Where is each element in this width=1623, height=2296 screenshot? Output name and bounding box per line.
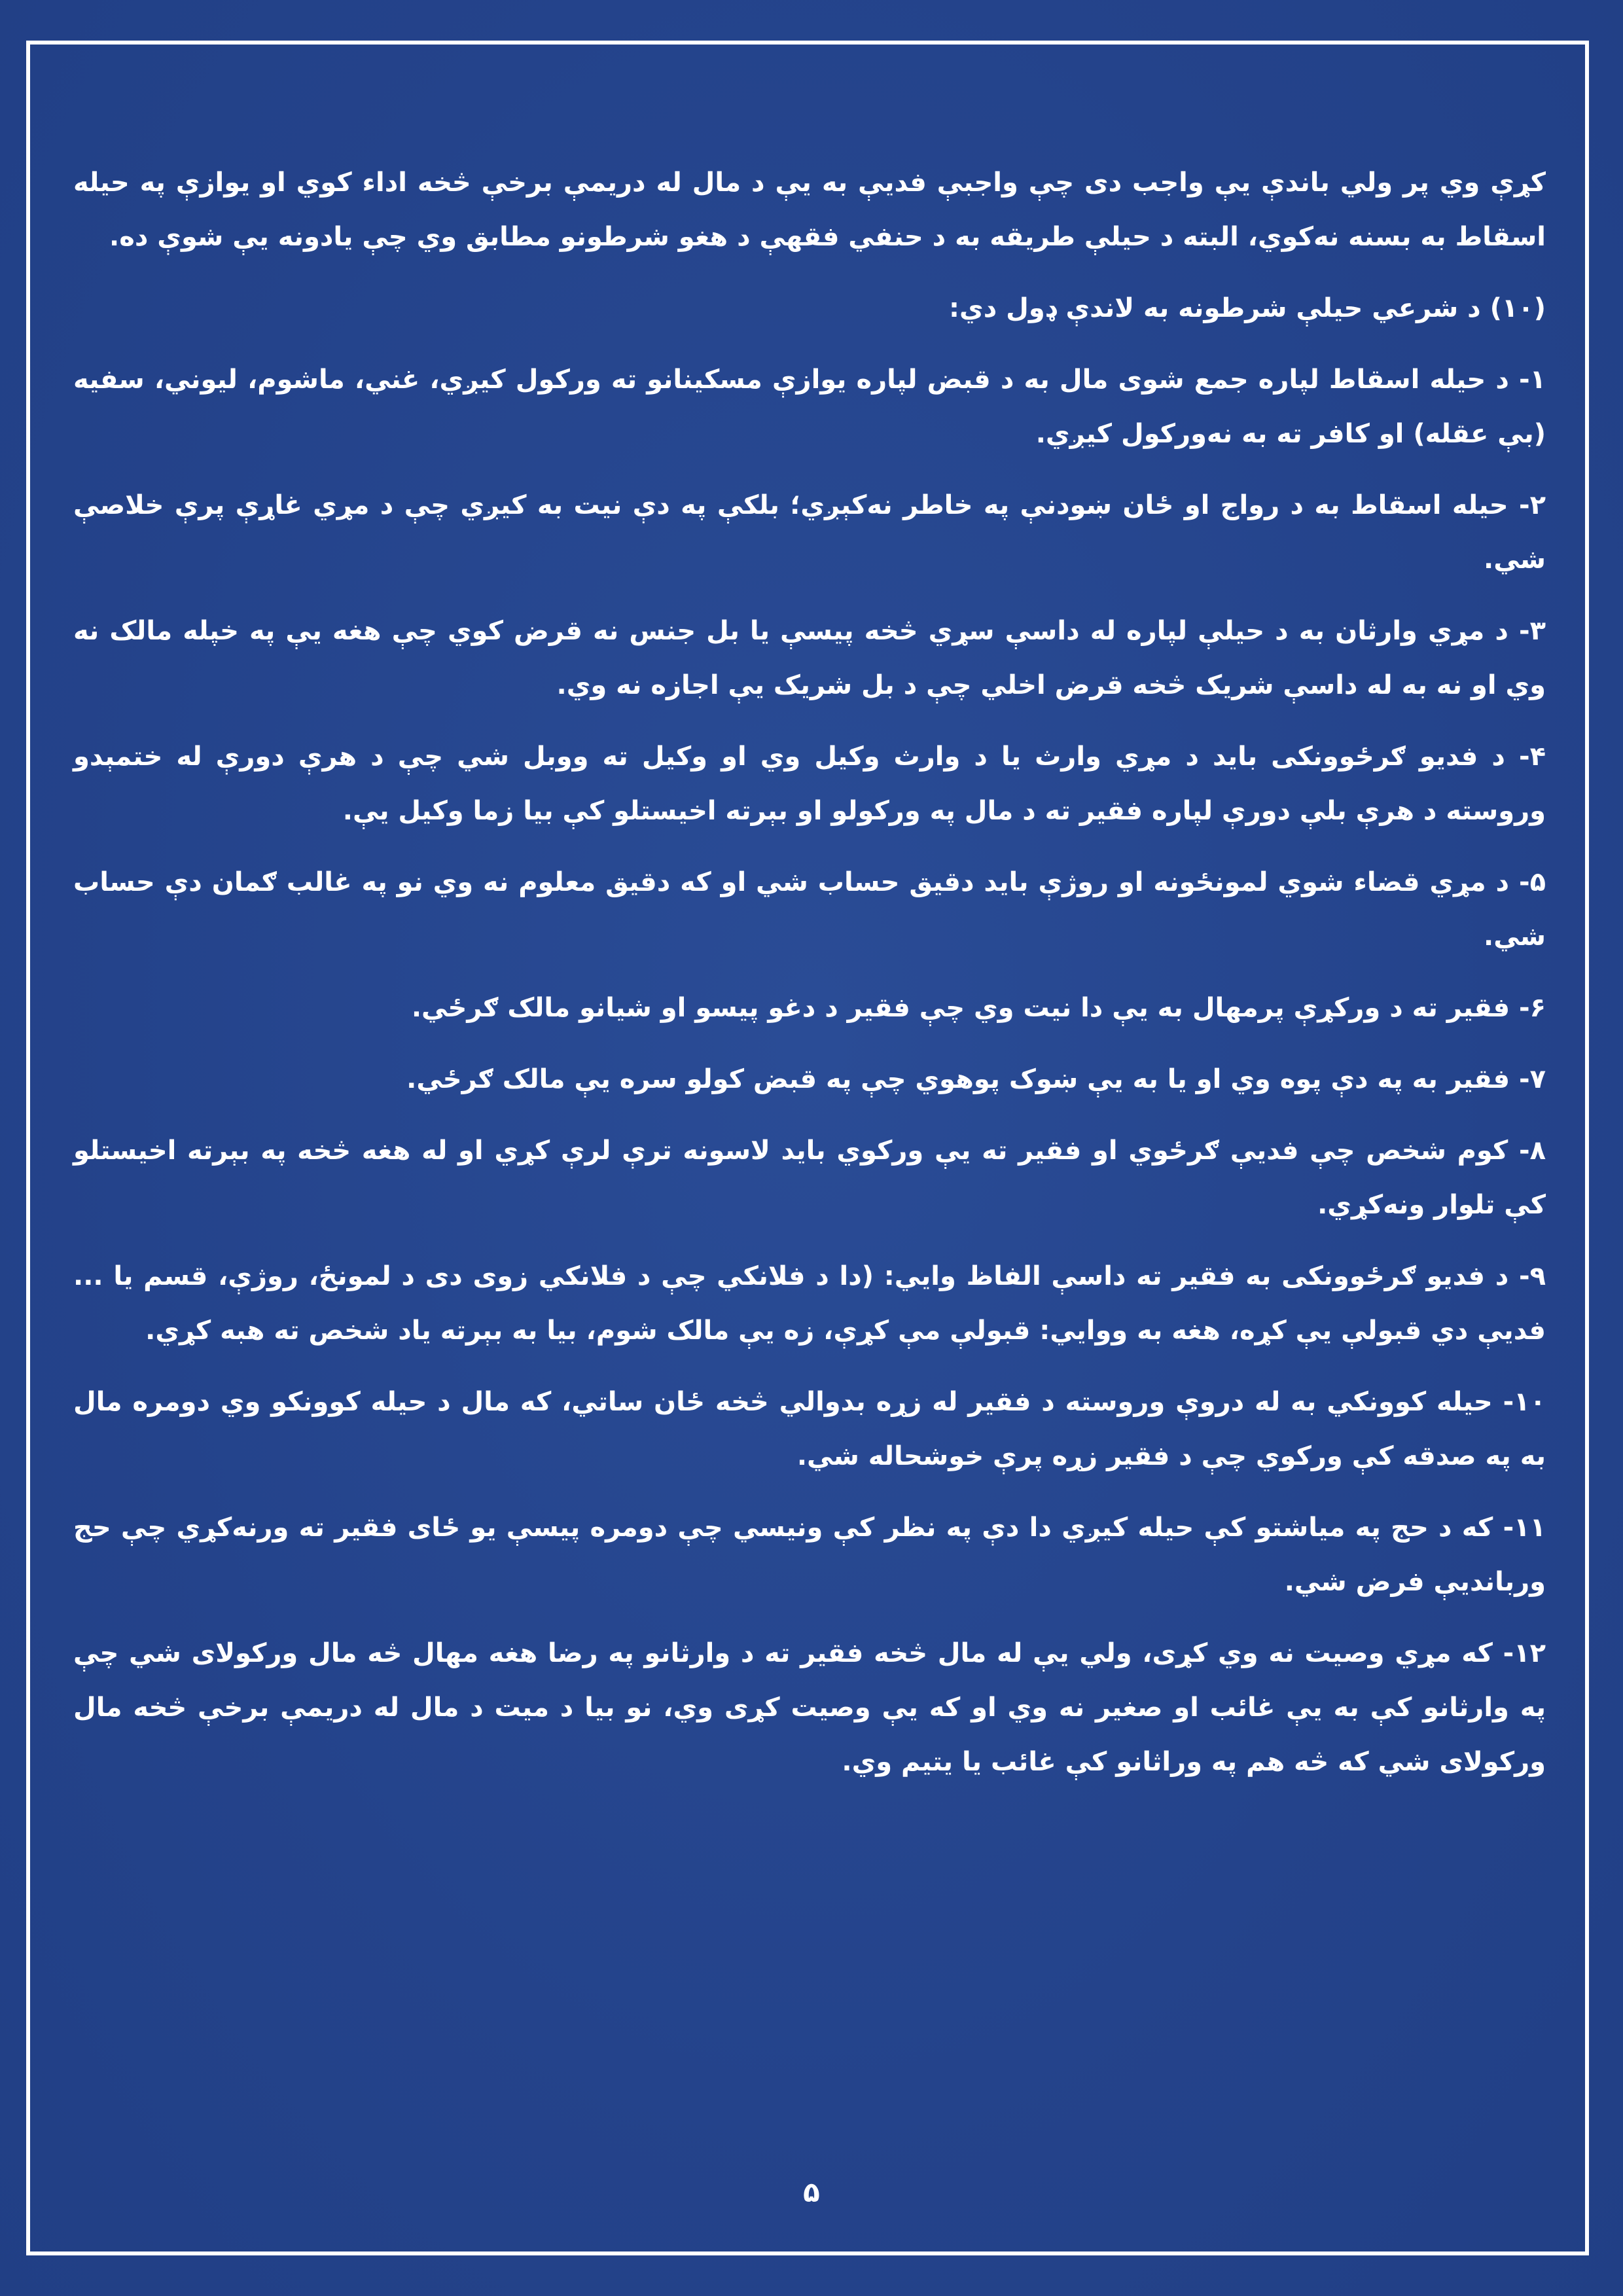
paragraph-condition-9: ۹- د فديو ګرځوونکی به فقير ته داسې الفاظ وايي: (دا د فلانکي چې د فلانکي زوی دی د لمونځ، روژې، قسم يا ... فديې دي قبولې يې کړه، هغه به ووايي: قبولې مې کړې، زه يې مالک شوم، بيا به بېرته ياد شخص ته هبه کړي. [73,1261,1546,1346]
paragraph-intro: کړې وي پر ولي باندې يې واجب دی چې واجبې فديې به يې د مال له دريمې برخې څخه اداء کوي او يوازې په حيله اسقاط به بسنه نه‌کوي، البته د حيلې طريقه به د حنفي فقهې د هغو شرطونو مطابق وي چې يادونه يې شوې ده. [73,168,1546,252]
paragraph-condition-4: ۴- د فديو ګرځوونکی بايد د مړي وارث يا د وارث وکيل وي او وکيل ته ووبل شي چې د هرې دورې له ختمېدو وروسته د هرې بلې دورې لپاره فقير ته د مال په ورکولو او بېرته اخيستلو کې بيا زما وکيل يې. [73,742,1546,826]
paragraph-condition-10: ۱۰- حيله کوونکي به له دروې وروسته د فقير له زړه بدوالي څخه ځان ساتي، که مال د حيله کوونکو وي دومره مال به په صدقه کې ورکوي چې د فقير زړه پرې خوشحاله شي. [73,1387,1546,1471]
paragraph-condition-5: ۵- د مړي قضاء شوي لمونځونه او روژې بايد دقيق حساب شي او که دقيق معلوم نه وي نو په غالب ګمان دې حساب شي. [73,867,1546,952]
paragraph-condition-6: ۶- فقير ته د ورکړې پرمهال به يې دا نيت وي چې فقير د دغو پيسو او شيانو مالک ګرځي. [411,993,1546,1023]
page-number: ۵ [803,2176,820,2208]
paragraph-condition-11: ۱۱- که د حج په مياشتو کې حيله کيږي دا دې په نظر کې ونيسي چې دومره پيسې يو ځای فقير ته ورنه‌کړي چې حج وربانديې فرض شي. [73,1513,1546,1597]
paragraph-condition-8: ۸- کوم شخص چې فديې ګرځوي او فقير ته يې ورکوي بايد لاسونه ترې لرې کړي او له هغه څخه په بېرته اخيستلو کې تلوار ونه‌کړي. [73,1136,1546,1220]
paragraph-condition-12: ۱۲- که مړي وصيت نه وي کړی، ولي يې له مال څخه فقير ته د وارثانو په رضا هغه مهال څه مال ورکولای شي چې په وارثانو کې به يې غائب او صغير نه وي او که يې وصيت کړی وي، نو بيا د ميت د مال له دريمې برخې څخه مال ورکولای شي که څه هم په وراثانو کې غائب يا يتيم وي. [73,1638,1546,1777]
document-body [73,156,1546,1806]
paragraph-condition-1: ۱- د حيله اسقاط لپاره جمع شوی مال به د قبض لپاره يوازې مسکينانو ته ورکول کيږي، غني، ماشوم، ليوني، سفيه (بې عقله) او کافر ته به نه‌ورکول کيږي. [73,365,1546,449]
paragraph-condition-3: ۳- د مړي وارثان به د حيلې لپاره له داسې سړي څخه پيسې يا بل جنس نه قرض کوي چې هغه يې په خپله مالک نه وي او نه به له داسې شريک څخه قرض اخلي چې د بل شريک يې اجازه نه وي. [73,616,1546,700]
paragraph-condition-2: ۲- حيله اسقاط به د رواج او ځان ښودنې په خاطر نه‌کېږي؛ بلکې په دې نيت به کيږي چې د مړي غاړې پرې خلاصې شي. [73,490,1546,575]
paragraph-conditions-heading: (۱۰) د شرعي حيلې شرطونه به لاندې ډول دي: [949,293,1546,323]
paragraph-condition-7: ۷- فقير به په دې پوه وي او يا به يې ښوک پوهوي چې په قبض کولو سره يې مالک ګرځي. [406,1064,1546,1094]
